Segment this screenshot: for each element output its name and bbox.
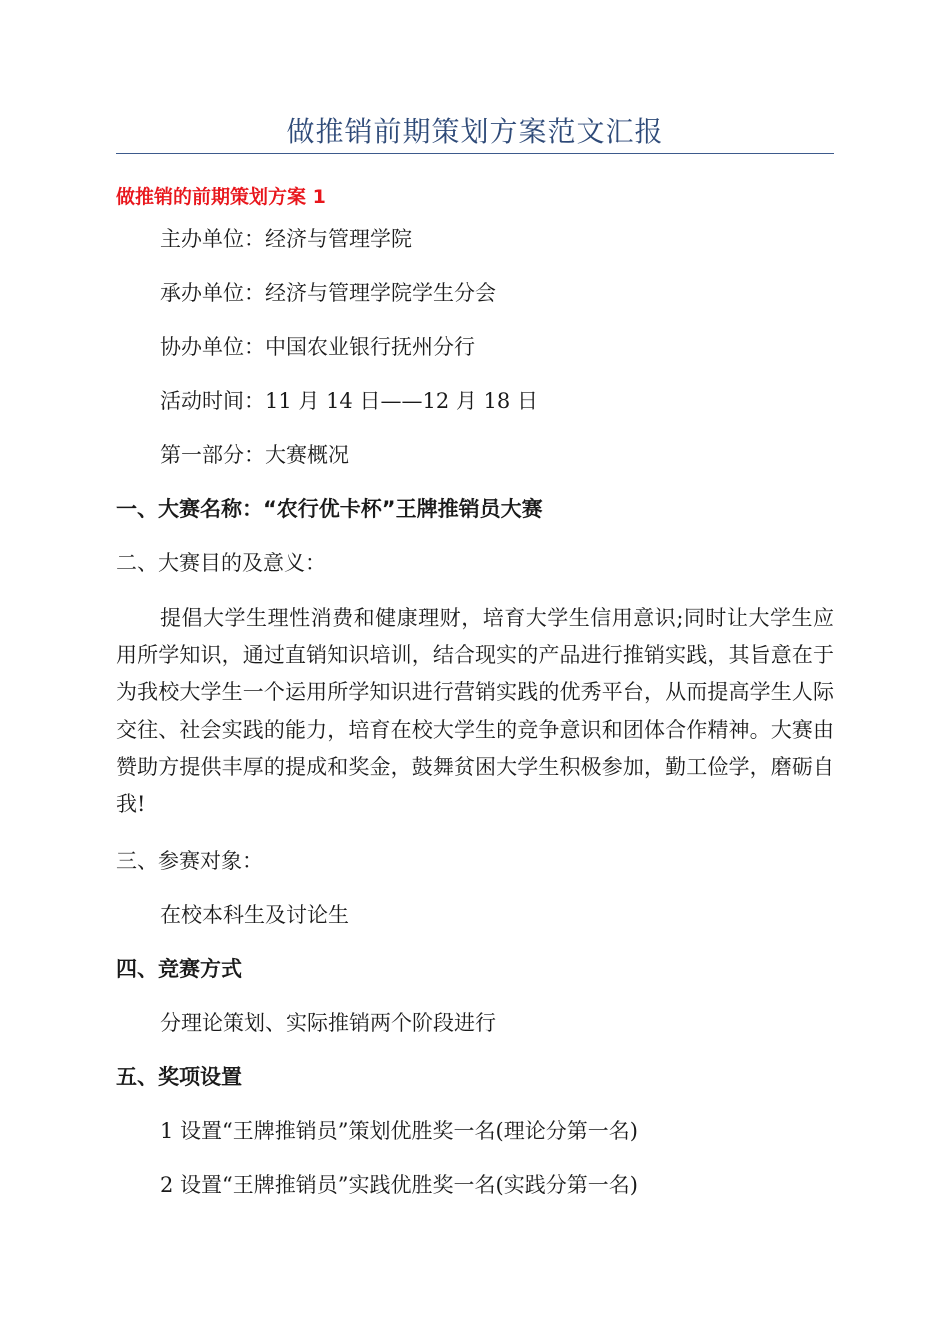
award-item-1: 1 设置“王牌推销员”策划优胜奖一名(理论分第一名) xyxy=(160,1119,638,1143)
activity-time-line: 活动时间：11 月 14 日——12 月 18 日 xyxy=(160,389,538,413)
heading-contest-purpose: 二、大赛目的及意义： xyxy=(116,551,326,575)
heading-competition-method: 四、竞赛方式 xyxy=(116,957,242,981)
part-one-line: 第一部分：大赛概况 xyxy=(160,443,349,467)
competition-method-line: 分理论策划、实际推销两个阶段进行 xyxy=(160,1011,496,1035)
organizer-unit-line: 承办单位：经济与管理学院学生分会 xyxy=(160,281,496,305)
heading-participants: 三、参赛对象： xyxy=(116,849,263,873)
host-unit-line: 主办单位：经济与管理学院 xyxy=(160,227,412,251)
heading-contest-name: 一、大赛名称：“农行优卡杯”王牌推销员大赛 xyxy=(116,497,543,521)
heading-awards: 五、奖项设置 xyxy=(116,1065,242,1089)
award-item-2: 2 设置“王牌推销员”实践优胜奖一名(实践分第一名) xyxy=(160,1173,638,1197)
purpose-paragraph: 提倡大学生理性消费和健康理财，培育大学生信用意识;同时让大学生应用所学知识，通过直销知识培训，结合现实的产品进行推销实践，其旨意在于为我校大学生一个运用所学知识进行营销实践的优秀平台，从而提高学生人际交往、社会实践的能力，培育在校大学生的竞争意识和团体合作精神。大赛由赞助方提供丰厚的提成和奖金，鼓舞贫困大学生积极参加，勤工俭学，磨砺自我! xyxy=(116,606,834,817)
co-organizer-unit-line: 协办单位：中国农业银行抚州分行 xyxy=(160,335,475,359)
section-heading: 做推销的前期策划方案 1 xyxy=(116,186,326,208)
title-underline xyxy=(116,153,834,154)
participants-line: 在校本科生及讨论生 xyxy=(160,903,349,927)
document-title: 做推销前期策划方案范文汇报 xyxy=(286,115,664,148)
